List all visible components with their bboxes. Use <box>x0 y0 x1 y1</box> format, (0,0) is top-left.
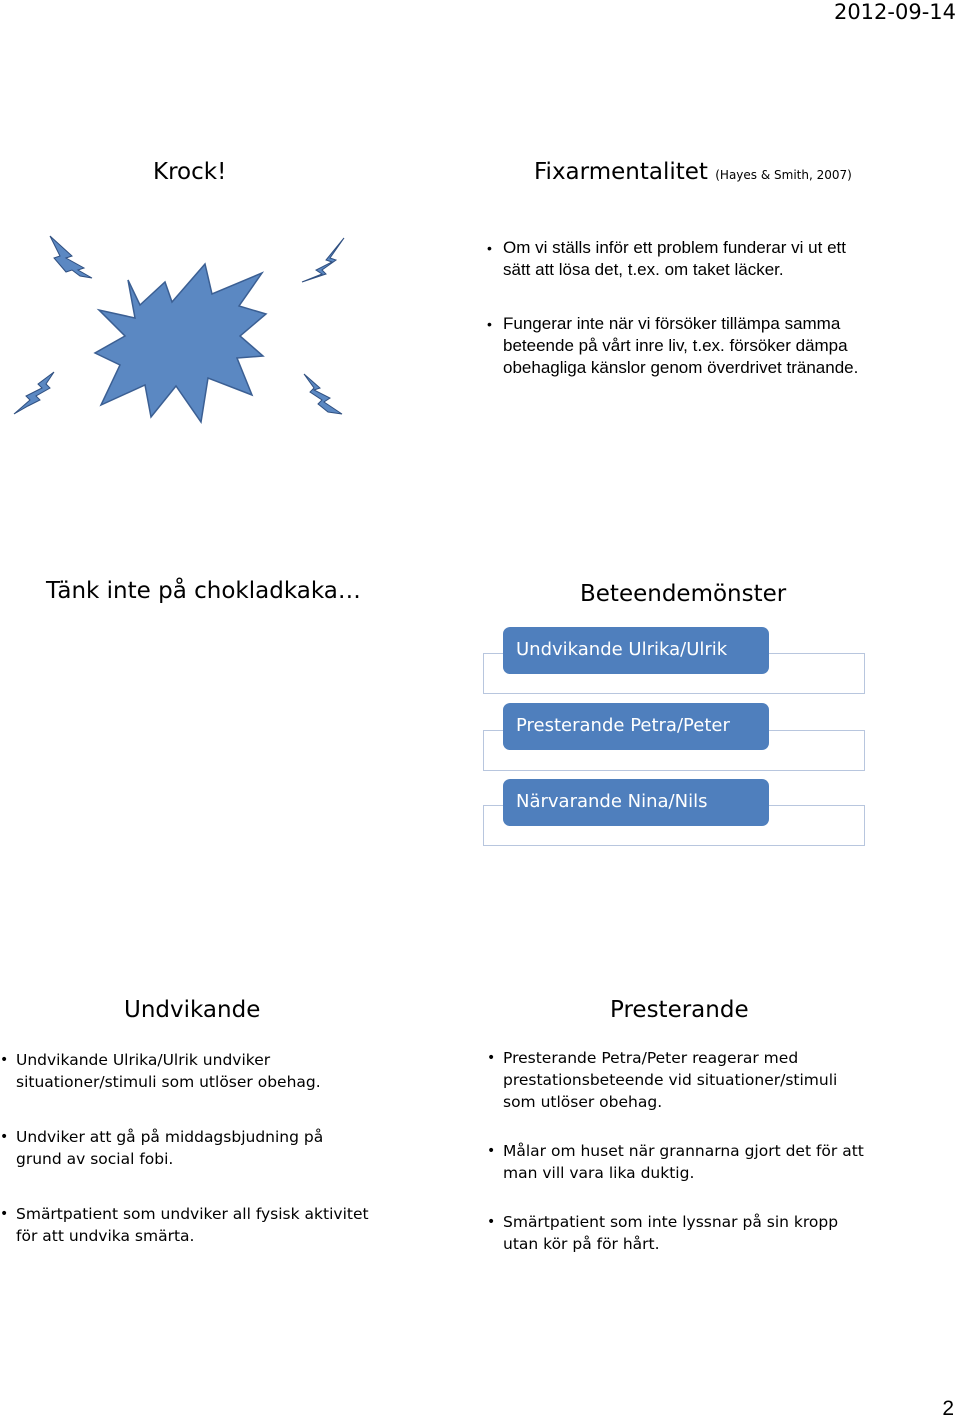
slide6-bullet-list <box>487 1047 867 1255</box>
lightning-bolt-icon <box>14 372 54 414</box>
slide5-bullet-list <box>0 1049 370 1247</box>
slide2-citation: (Hayes & Smith, 2007) <box>715 168 852 182</box>
hierarchy-item-undvikande: Undvikande Ulrika/Ulrik <box>503 627 769 674</box>
slide2-bullet-list <box>487 237 859 379</box>
lightning-bolt-icon <box>302 238 344 282</box>
explosion-burst-icon <box>95 264 266 422</box>
slide2-title <box>534 159 852 185</box>
slide3-title: Tänk inte på chokladkaka… <box>46 578 361 604</box>
lightning-bolt-icon <box>304 374 342 414</box>
lightning-bolt-icon <box>50 236 92 278</box>
slide1-illustration <box>0 220 360 430</box>
hierarchy-item-presterande: Presterande Petra/Peter <box>503 703 769 750</box>
slide2-heading: Fixarmentalitet <box>534 159 708 185</box>
bullet-item: • Fungerar inte när vi försöker tillämpa samma beteende på vårt inre liv, t.ex. försöker dämpa obehagliga känslor genom överdrivet tränande. <box>487 313 859 379</box>
bullet-item: • Smärtpatient som inte lyssnar på sin kropp utan kör på för hårt. <box>487 1211 867 1255</box>
slide1-title: Krock! <box>153 159 227 185</box>
hierarchy-item-narvarande: Närvarande Nina/Nils <box>503 779 769 826</box>
print-date: 2012-09-14 <box>833 0 956 24</box>
bullet-item: • Målar om huset när grannarna gjort det för att man vill vara lika duktig. <box>487 1140 867 1184</box>
slide5-title: Undvikande <box>124 997 261 1023</box>
bullet-item: • Presterande Petra/Peter reagerar med prestationsbeteende vid situationer/stimuli som utlöser obehag. <box>487 1047 867 1113</box>
bullet-item: • Undvikande Ulrika/Ulrik undviker situationer/stimuli som utlöser obehag. <box>0 1049 370 1093</box>
slide6-title: Presterande <box>610 997 749 1023</box>
slide4-title: Beteendemönster <box>580 581 787 607</box>
page-number: 2 <box>942 1397 954 1420</box>
bullet-item: • Om vi ställs inför ett problem funderar vi ut ett sätt att lösa det, t.ex. om taket läcker. <box>487 237 859 281</box>
bullet-item: • Undviker att gå på middagsbjudning på grund av social fobi. <box>0 1126 370 1170</box>
bullet-item: • Smärtpatient som undviker all fysisk aktivitet för att undvika smärta. <box>0 1203 370 1247</box>
